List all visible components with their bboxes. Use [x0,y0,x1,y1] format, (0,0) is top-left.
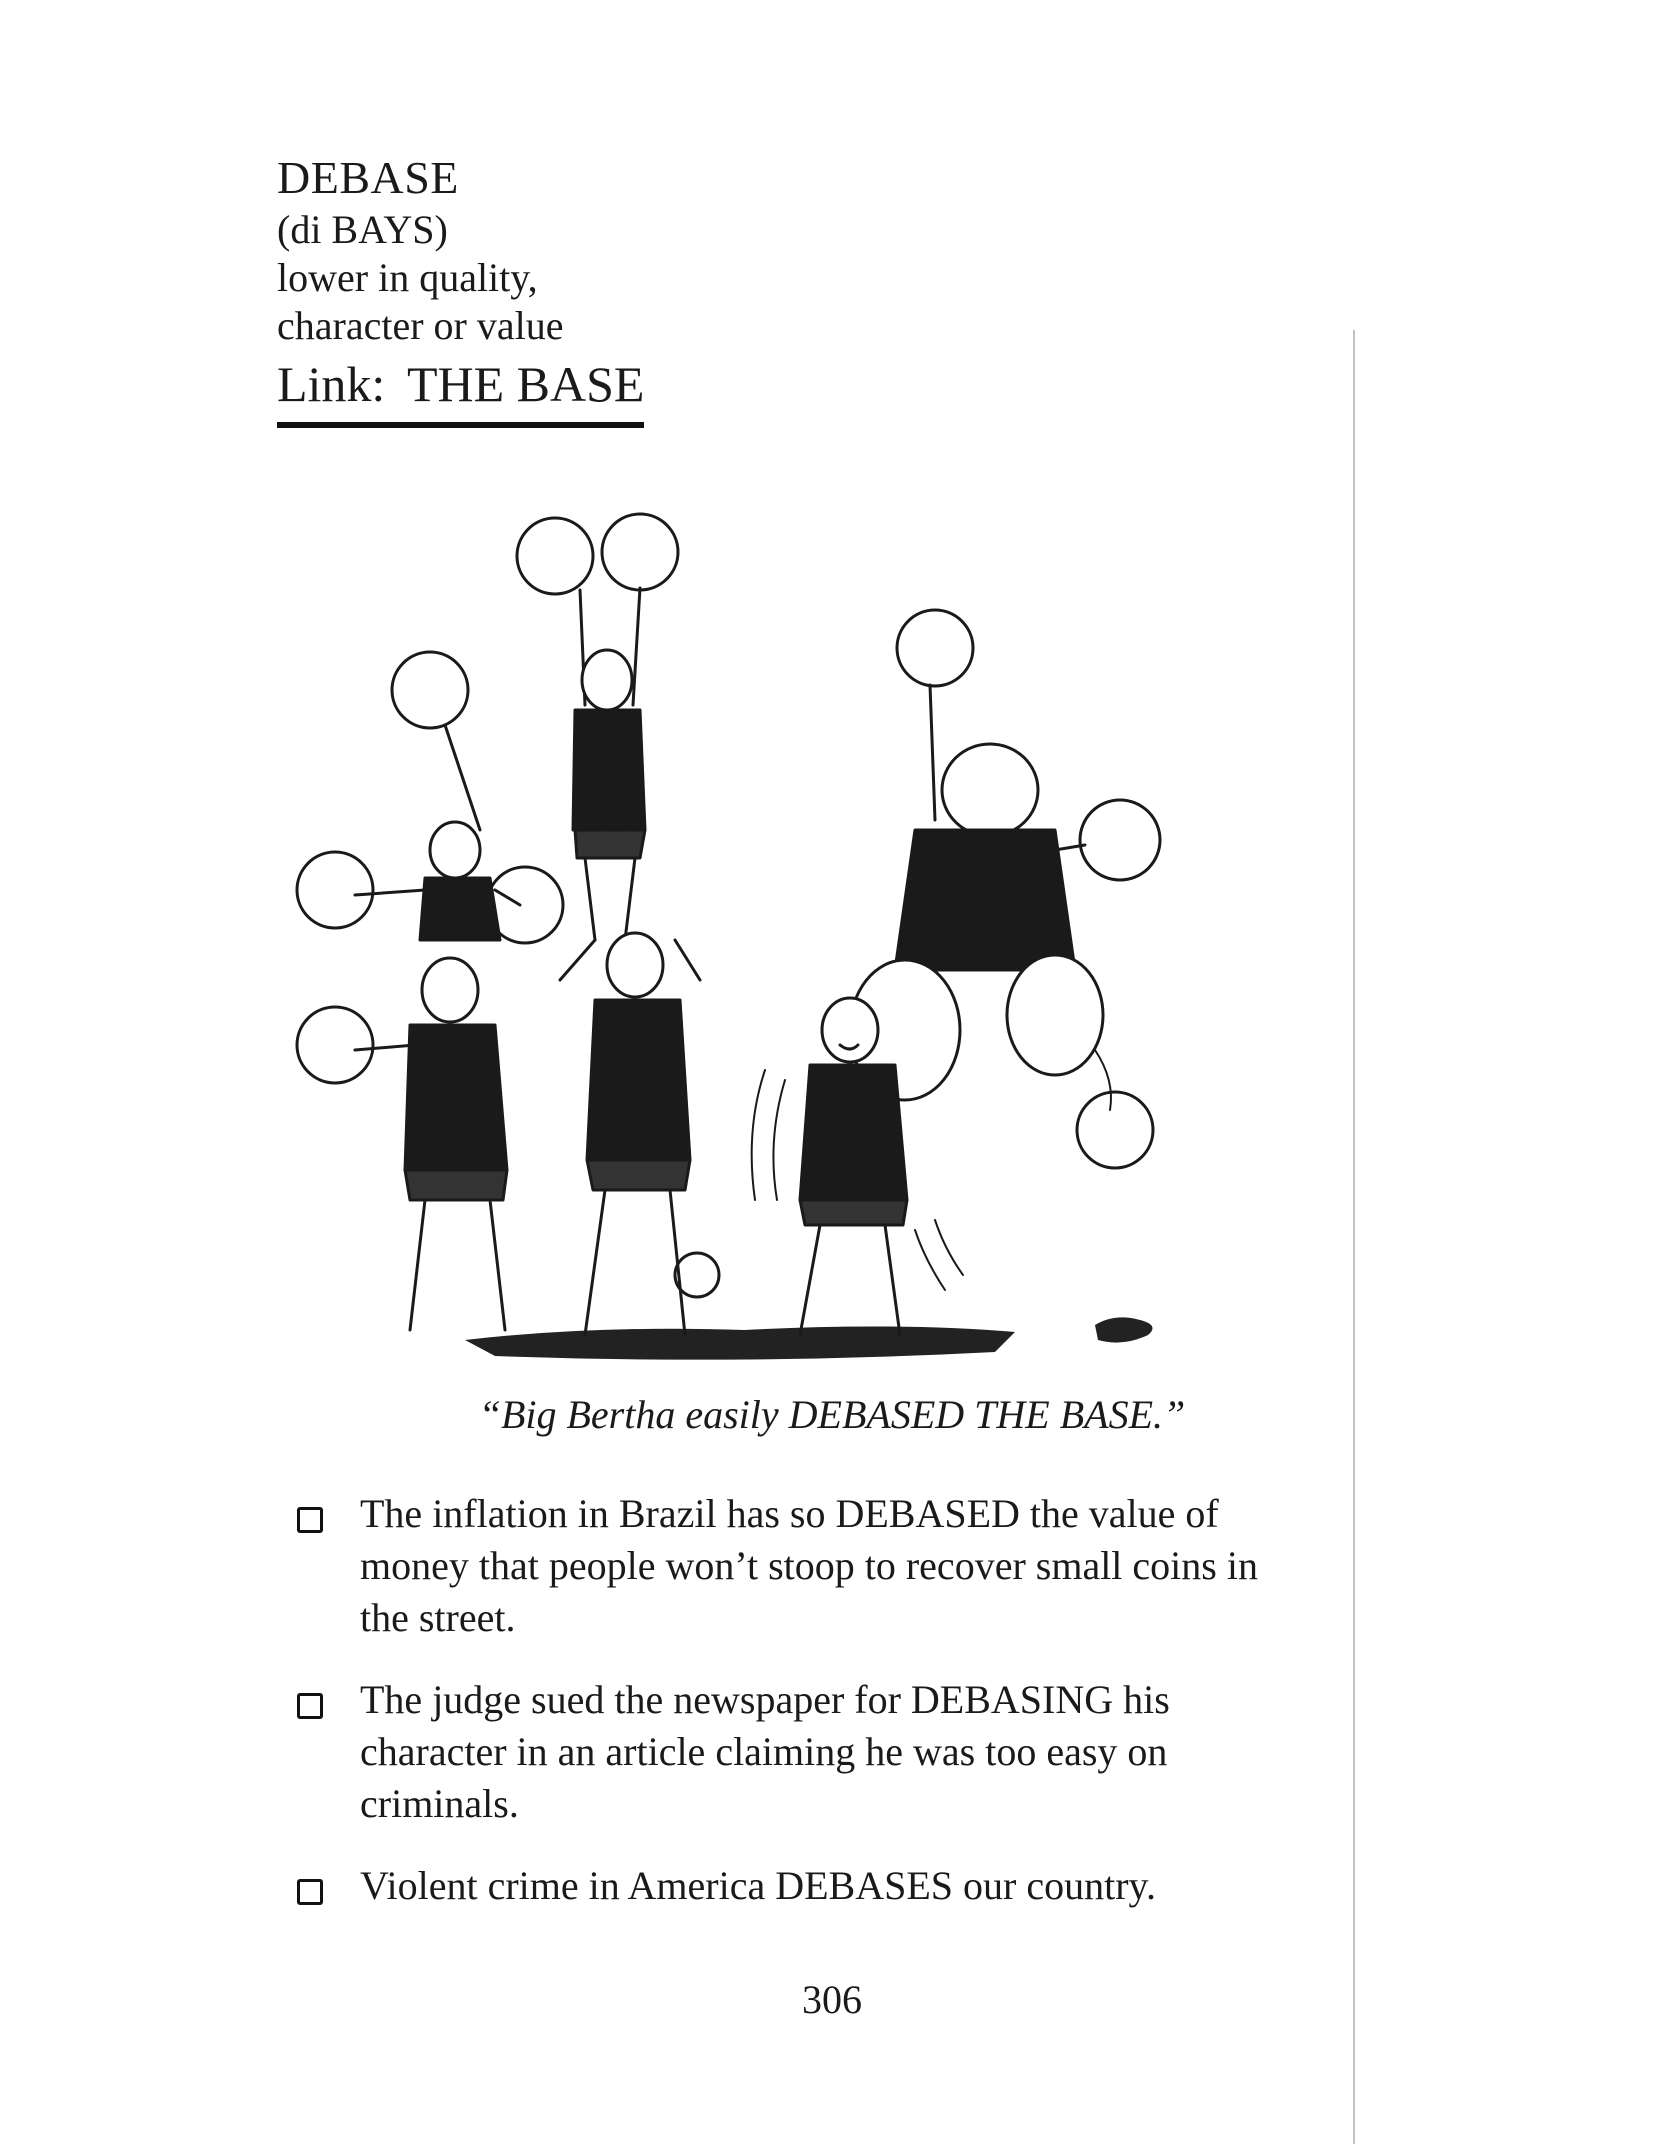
cheerleader-pyramid-illustration [295,510,1245,1380]
puddle-shadow [1095,1317,1153,1342]
checkbox-icon[interactable] [297,1507,323,1533]
example-sentence [295,1860,1295,1912]
example-sentence [295,1674,1295,1830]
memory-link [277,354,644,428]
checkbox-icon[interactable] [297,1879,323,1905]
bottom-left-cheerleader [355,958,507,1330]
ground-shadow [465,1326,1015,1359]
page-number: 306 [802,1977,862,2022]
link-word: THE BASE [406,356,645,412]
example-text: The judge sued the newspaper for DEBASING his character in an article claiming he was too easy on criminals. [360,1677,1170,1826]
example-text: The inflation in Brazil has so DEBASED the value of money that people won’t stoop to recover small coins in the street. [360,1491,1258,1640]
illustration-caption: “Big Bertha easily DEBASED THE BASE.” [478,1392,1186,1437]
left-middle-cheerleader [355,725,520,940]
definition-line-2: character or value [277,303,564,348]
bottom-middle-cheerleader [560,933,700,1335]
top-cheerleader [573,588,645,940]
example-sentences [295,1488,1295,1942]
page-binding-edge [1353,330,1355,2144]
definition-line-1: lower in quality, [277,255,538,300]
link-label: Link: [277,356,386,412]
pronunciation: (di BAYS) [277,207,448,252]
big-bertha-cheerleader [850,685,1103,1100]
vocabulary-entry [277,150,977,428]
headword: DEBASE [277,152,459,203]
example-text: Violent crime in America DEBASES our country. [360,1863,1156,1908]
example-sentence [295,1488,1295,1644]
checkbox-icon[interactable] [297,1693,323,1719]
